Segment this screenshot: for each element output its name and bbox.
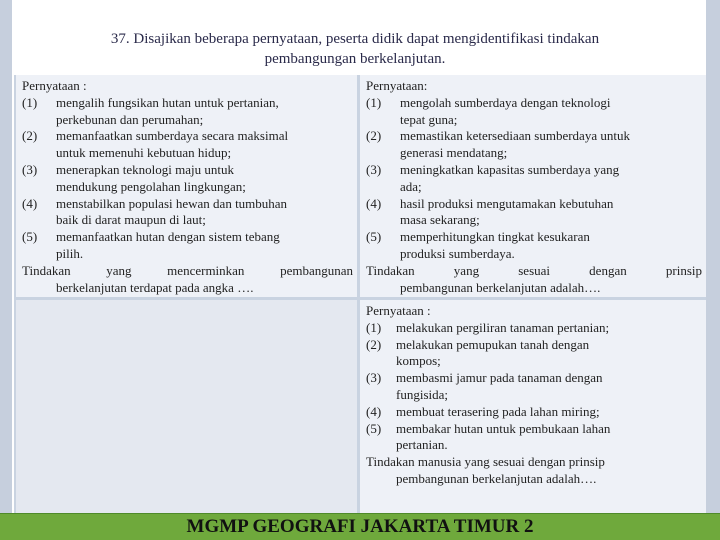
item-text: memastikan ketersediaan sumberdaya untuk [400,128,630,144]
box2-question-line-1: Tindakan yang sesuai dengan prinsip [366,262,702,278]
box1-item [22,95,353,129]
empty-box [16,300,357,515]
statement-box-4 [360,300,706,515]
item-text: pertanian. [396,437,448,453]
item-text: mengolah sumberdaya dengan teknologi [400,94,611,110]
frame-left-border [0,0,12,540]
box4-item [366,337,702,371]
item-number: (1) [22,94,38,110]
item-text: perkebunan dan perumahan; [56,111,204,127]
item-number: (3) [366,161,382,177]
item-text: produksi sumberdaya. [400,245,515,261]
item-number: (4) [22,195,38,211]
box2-question-line-2: pembangunan berkelanjutan adalah…. [400,279,601,295]
box4-item [366,320,702,337]
item-text: menerapkan teknologi maju untuk [56,161,234,177]
box1-question-line-1: Tindakan yang mencerminkan pembangunan [22,262,353,278]
box4-item [366,421,702,455]
item-text: masa sekarang; [400,212,480,228]
item-number: (4) [366,195,382,211]
box4-question-line-1: Tindakan manusia yang sesuai dengan prinsip [366,454,605,470]
item-number: (3) [366,370,382,386]
box4-heading: Pernyataan : [366,303,431,318]
box2-item [366,162,702,196]
item-number: (4) [366,403,382,419]
box1-item [22,128,353,162]
box4-item [366,370,702,404]
item-number: (2) [22,128,38,144]
item-text: membuat terasering pada lahan miring; [396,403,600,419]
item-text: membakar hutan untuk pembukaan lahan [396,420,611,436]
item-text: generasi mendatang; [400,145,508,161]
item-text: tepat guna; [400,111,458,127]
box4-item [366,404,702,421]
statement-box-2 [360,75,706,297]
footer-text: MGMP GEOGRAFI JAKARTA TIMUR 2 [186,516,534,537]
box2-item [366,128,702,162]
item-number: (1) [366,94,382,110]
item-text: fungisida; [396,386,448,402]
item-text: meningkatkan kapasitas sumberdaya yang [400,161,620,177]
item-number: (5) [366,229,382,245]
footer-bar [0,513,720,540]
statement-box-1 [16,75,357,297]
item-number: (5) [22,229,38,245]
box1-item [22,162,353,196]
item-number: (5) [366,420,382,436]
item-text: pilih. [56,245,84,261]
item-text: mendukung pengolahan lingkungan; [56,178,246,194]
item-text: ada; [400,178,422,194]
question-grid [14,75,706,515]
item-text: melakukan pergiliran tanaman pertanian; [396,319,610,335]
item-text: baik di darat maupun di laut; [56,212,206,228]
box1-question-line-2: berkelanjutan terdapat pada angka …. [56,279,254,295]
item-text: mengalih fungsikan hutan untuk pertanian, [56,94,279,110]
box1-heading: Pernyataan : [22,78,87,93]
item-number: (3) [22,161,38,177]
box2-item [366,229,702,263]
item-text: memperhitungkan tingkat kesukaran [400,229,590,245]
item-text: menstabilkan populasi hewan dan tumbuhan [56,195,288,211]
frame-right-border [706,0,720,540]
item-text: hasil produksi mengutamakan kebutuhan [400,195,614,211]
box1-item [22,229,353,263]
item-text: memanfaatkan hutan dengan sistem tebang [56,229,280,245]
item-text: memanfaatkan sumberdaya secara maksimal [56,128,289,144]
item-text: membasmi jamur pada tanaman dengan [396,370,603,386]
box2-item [366,95,702,129]
item-text: melakukan pemupukan tanah dengan [396,336,590,352]
box4-question-line-2: pembangunan berkelanjutan adalah…. [396,470,597,486]
box1-item [22,196,353,230]
item-text: kompos; [396,353,441,369]
item-number: (2) [366,336,382,352]
item-text: untuk memenuhi kebutuan hidup; [56,145,232,161]
title-line-1: 37. Disajikan beberapa pernyataan, peserta didik dapat mengidentifikasi tindakan [110,31,600,47]
item-number: (1) [366,319,382,335]
box2-heading: Pernyataan: [366,78,428,93]
box2-item [366,196,702,230]
title-line-2: pembangungan berkelanjutan. [264,51,446,67]
question-title [30,29,680,69]
item-number: (2) [366,128,382,144]
